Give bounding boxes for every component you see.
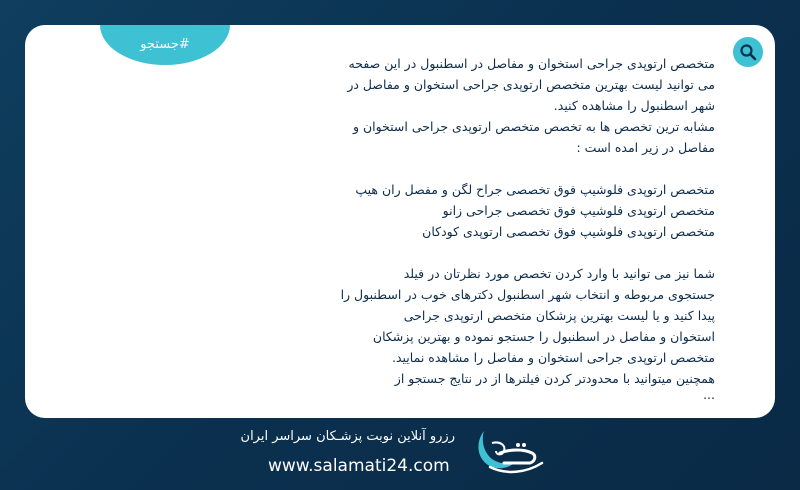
site-url[interactable]: www.salamati24.com (268, 456, 450, 476)
related-specialty-link[interactable]: متخصص ارتوپدی فلوشیپ فوق تخصصی جراح لگن و مفصل ران هیپ (355, 182, 715, 197)
paragraph-gap (305, 158, 715, 179)
text-line: شهر اسطنبول را مشاهده کنید. (553, 98, 715, 113)
related-specialty-link[interactable]: متخصص ارتوپدی فلوشیپ فوق تخصصی جراحی زانو (442, 203, 715, 218)
description-text (305, 53, 715, 403)
footer-slogan: رزرو آنلاین نوبت پزشـکان سراسر ایران (240, 429, 455, 444)
text-line: می توانید لیست بهترین متخصص ارتوپدی جراحی استخوان و مفاصل در (347, 77, 715, 92)
text-line: شما نیز می توانید با وارد کردن تخصص مورد نظرتان در فیلد (403, 266, 715, 281)
ellipsis: ... (703, 387, 715, 402)
salamati-logo[interactable] (470, 423, 550, 483)
footer (0, 418, 800, 490)
text-line: همچنین میتوانید با محدودتر کردن فیلترها از در نتایج جستجو از (394, 371, 715, 386)
text-line: متخصص ارتوپدی جراحی استخوان و مفاصل را مشاهده نمایید. (392, 350, 715, 365)
hashtag-search-label[interactable]: #جستجو (140, 37, 190, 52)
search-button[interactable] (733, 37, 763, 67)
text-line: استخوان و مفاصل در اسطنبول را جستجو نموده و بهترین پزشکان (372, 329, 715, 344)
text-line: جستجوی مربوطه و انتخاب شهر اسطنبول دکترهای خوب در اسطنبول را (340, 287, 715, 302)
text-line: متخصص ارتوپدی جراحی استخوان و مفاصل در اسطنبول در این صفحه (348, 56, 715, 71)
text-line: پیدا کنید و یا لیست بهترین پزشکان متخصص ارتوپدی جراحی (403, 308, 715, 323)
related-specialty-link[interactable]: متخصص ارتوپدی فلوشیپ فوق تخصصی ارتوپدی کودکان (422, 224, 715, 239)
text-line: مفاصل در زیر امده است : (576, 140, 715, 155)
content-card (25, 25, 775, 418)
search-icon (739, 43, 757, 61)
text-line: مشابه ترین تخصص ها به تخصص متخصص ارتوپدی جراحی استخوان و (352, 119, 715, 134)
paragraph-gap (305, 242, 715, 263)
